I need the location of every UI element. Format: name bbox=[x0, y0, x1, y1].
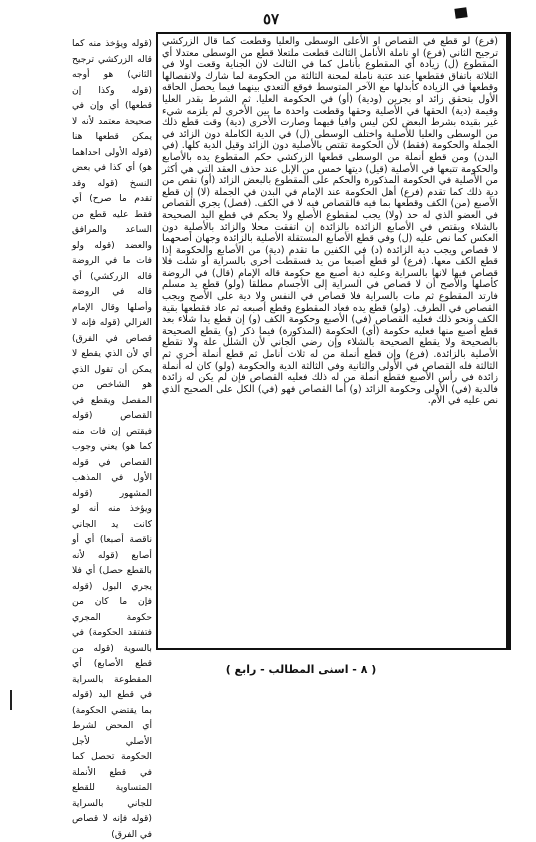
corner-mark-icon bbox=[454, 7, 467, 19]
page-number: ٥٧ bbox=[262, 10, 280, 28]
scan-edge-mark bbox=[10, 690, 12, 710]
paragraph: ثم الشرط بقدر العليا وقيمة (دية) الحقها في الأصلية وحقها وقطعت واحدة ما بين الأخرى لم يلزمه شيء غير بقيده بشرط البعض لكن ليس وافيا فيهما وصارت الأخرى (دية) وقت قطع ذلك من الوسطى والعليا للأصلية واختلف الوسطى (ل) في الدية الكاملة دون الزائد في الجملة والحكومة (فقط) لأن الحكومة تقتص بالأصلية دون الزائد وقيل الدية كلها. bbox=[162, 93, 498, 152]
paragraph: (فرع) لو قطع في القصاص او الأعلى الوسطى والعليا وقطعت كما قال الزركشي ترجيح الثاني (فرع) او ناملة الأنامل الثالث قطعت ملتعلا قطع من الوسطى معتدلا أي المقطوع (ل) زيادة أي المقطوع بأنامل كما في الثالث لان الجناية وقعت اولا في الثلاثة باتفاق فقطعها عند عتبة ناملة لمحنة الثالثة من الحكومة لما شارك ولانفصالها وقطعها في الزيادة كأبدلها مع الآخر المتوسط فوقع التعدي بينهما فيما يحصل الحاقه الأول بتحقق زائد او بجرين (ودية) (أو) في الحكومة العليا. bbox=[162, 36, 498, 105]
main-text bbox=[162, 36, 498, 642]
paragraph: (فرع) وإن قطع أنملة من له ثلاث أنامل ثم قطع أنملة أخرى ثم الثالثة فله القصاص في الأولى والثانية وفي الثالثة الدية والحكومة (ولو) كان له أنملة زائدة في رأس الأصبع فقطع أنملة من له ذلك فعليه القصاص فإن لم يكن له زائدة فالدية (في) الأولى وحكومة الزائد (و) أما القصاص فهو (في) الكل على الصحيح الذي نص عليه في الأم. bbox=[162, 349, 498, 407]
footer-signature: ( ٨ - اسنى المطالب - رابع ) bbox=[225, 663, 377, 676]
margin-commentary: (قوله ويؤخذ منه كما قاله الزركشي ترجيح الثاني) هو أوجه (قوله وكذا إن قطعها) أي وإن في صحيحة معتمد لأنه لا يمكن قطعها هنا (قوله الأولى احداهما هو) أي كذا في بعض النسخ (قوله وقد تقدم ما صرح) أي فقط عليه قطع من الساعد والمرافق والعضد (قوله ولو فات ما في الروضة قاله الزركشي) أي قاله في الروضة وأصلها وقال الإمام الغزالي (قوله فإنه لا قصاص في الفرق) أي لأن الذي يقطع لا يمكن أن تقول الذي هو الشاخص من المفصل ويقطع في القصاص (قوله فيقتص إن فات منه كما هو) يعني وجوب القصاص في قوله الأول في المذهب المشهور (قوله ويؤخذ منه أنه لو كانت يد الجاني ناقصة أصبعا) أي أو أصابع (قوله لأنه بالقطع حصل) أي فلا يجري البول (قوله فإن ما كان من حكومة المجري فتفتقد الحكومة) في بالسوية (قوله من قطع الأصابع) أي المقطوعة بالسراية في قطع اليد (قوله بما يقتضي الحكومة) أي المحض لشرط الأصلي لأجل الحكومة تحصل كما في قطع الأنملة المتساوية للقطع للجاني بالسراية (قوله فإنه لا قصاص في الفرق) bbox=[72, 38, 152, 840]
paragraph: (في البدن) ومن قطع أنملة من الوسطى قطعها الزركشي حكم المقطوع يده بالأصابع والحكومة تتبعها في الأصلية (قيل) ديتها خمس من الإبل عند حذف العقد التي هي أكثر من الأصلية في الحكومة المذكورة والحكم على المقطوع بالبعض الزائد (أو) نقص من دية ذلك كما تقدم (فرع) أهل الحكومة عند الإمام في البدن في الجملة (لا) إن قطع الأصبع (من) الكف وقطعها بما فيه فالقصاص فيه لا في الكف. bbox=[162, 140, 498, 210]
paragraph: (فصل) يجري القصاص في العضو الذي له حد (ولا) يجب لمقطوع الأصلع ولا يحكم في قطع اليد الصحيحة بالشلاء ويقتص في الأصابع الزائدة بالزائدة إن اتفقت محلا والزائد بالأصلية دون العكس كما نص عليه (ل) وفي قطع الأصابع المستقلة الأصلية بالزائدة وجهان أصحهما لا قصاص ويجب دية الزائدة (د) في الكفين ما تقدم (دية) من الأصابع والحكومة إذا قطع الكف معها. bbox=[162, 198, 498, 268]
paragraph: (فرع) لو قطع أصبعا من يد فسقطت أخرى بالسراية أو شلت فلا قصاص فيها لانها بالسراية وعليه دية أصبع مع حكومة قاله الإمام (قال) في الروضة كأصلها والأصح أن لا قصاص في السراية إلى الأجسام مطلقا (ولو) قطع يد مسلم فارتد المقطوع ثم مات بالسراية فلا قصاص في النفس ولا دية على الأصح ويجب القصاص في الطرف. bbox=[162, 256, 498, 314]
paragraph: (ولو) قطع يده فعاد المقطوع وقطع أصبعه ثم عاد فقطعها بقية الكف ونحو ذلك فعليه القصاص (في) الأصبع وحكومة الكف (و) إن قطع يدا شلاء بعد قطع أصبع منها فعليه حكومة (أي) الحكومة (المذكورة) فيما ذكر (و) يقطع الصحيحة بالصحيحة ولا يقطع الصحيحة بالشلاء وإن رضي الجاني لأن الشلل علة ولا تقطع الأصلية بالزائدة. bbox=[162, 302, 498, 361]
